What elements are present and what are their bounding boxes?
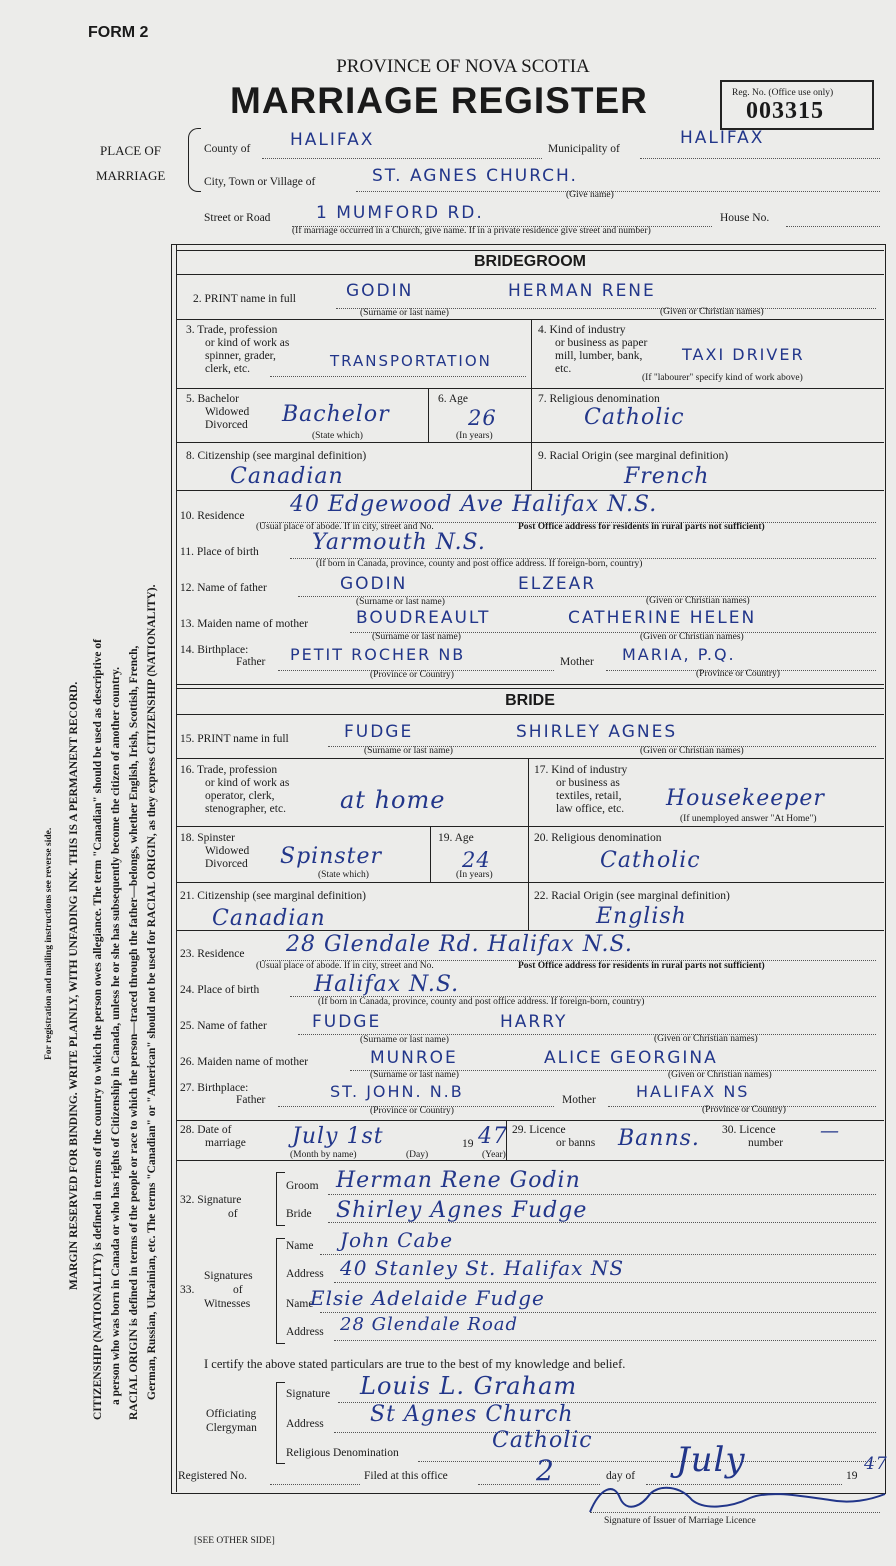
filed-day: 2 xyxy=(536,1454,555,1487)
f33-line-1: Signatures xyxy=(204,1270,253,1282)
day-of-label: day of xyxy=(606,1470,636,1482)
registration-box xyxy=(720,80,874,130)
bride-residence: 28 Glendale Rd. Halifax N.S. xyxy=(286,932,633,957)
f27-mother-caption: (Province or Country) xyxy=(702,1105,786,1115)
clergy-signature-label: Signature xyxy=(286,1388,331,1400)
f7-label: 7. Religious denomination xyxy=(538,393,660,405)
bride-racial: English xyxy=(596,904,687,929)
f11-note: (If born in Canada, province, county and post office address. If foreign-born, country) xyxy=(316,559,643,569)
f3-line-1: 3. Trade, profession xyxy=(186,324,278,336)
f9-label: 9. Racial Origin (see marginal definition) xyxy=(538,450,729,462)
footer-year: 47 xyxy=(864,1454,888,1474)
f10-note: (Usual place of abode. If in city, street and No. xyxy=(256,522,434,532)
licence-number: — xyxy=(820,1120,840,1142)
groom-age-caption: (In years) xyxy=(456,431,493,441)
f4-line-2: or business as paper xyxy=(555,337,648,349)
f4-line-4: etc. xyxy=(555,363,572,375)
officiating-label-1: Officiating xyxy=(206,1408,257,1420)
filed-month: July xyxy=(676,1440,746,1480)
bride-sig-label: Bride xyxy=(286,1208,312,1220)
bride-mother-birthplace: HALIFAX NS xyxy=(636,1082,750,1101)
day-caption: (Day) xyxy=(406,1150,429,1160)
witness-1-name: John Cabe xyxy=(340,1228,454,1252)
f12-given-caption: (Given or Christian names) xyxy=(646,596,750,606)
groom-mother-birthplace: MARIA, P.Q. xyxy=(622,645,736,664)
f26-label: 26. Maiden name of mother xyxy=(180,1056,309,1068)
f6-label: 6. Age xyxy=(438,393,469,405)
county-value: HALIFAX xyxy=(290,130,375,150)
witness-2-name: Elsie Adelaide Fudge xyxy=(310,1286,545,1310)
groom-citizenship: Canadian xyxy=(230,464,344,489)
bride-age: 24 xyxy=(462,848,491,872)
place-label-2: MARRIAGE xyxy=(96,168,166,183)
groom-father-given: ELZEAR xyxy=(518,574,597,594)
f23-note: (Usual place of abode. If in city, street and No. xyxy=(256,961,434,971)
bride-age-caption: (In years) xyxy=(456,870,493,880)
f17-line-2: or business as xyxy=(556,777,620,789)
f29-line-2: or banns xyxy=(556,1137,596,1149)
f8-label: 8. Citizenship (see marginal definition) xyxy=(186,450,367,462)
form-number: FORM 2 xyxy=(88,24,149,41)
f16-line-2: or kind of work as xyxy=(205,777,290,789)
f13-given-caption: (Given or Christian names) xyxy=(640,632,744,642)
city-label: City, Town or Village of xyxy=(204,176,316,188)
f17-line-3: textiles, retail, xyxy=(556,790,622,802)
bride-surname: FUDGE xyxy=(344,722,414,742)
issuer-signature xyxy=(580,1478,890,1518)
f28-line-2: marriage xyxy=(205,1137,246,1149)
groom-status: Bachelor xyxy=(282,402,390,427)
groom-given-caption: (Given or Christian names) xyxy=(660,307,764,317)
f14-mother-caption: (Province or Country) xyxy=(696,669,780,679)
bride-trade: at home xyxy=(340,786,446,814)
f5-line-3: Divorced xyxy=(205,419,248,431)
groom-age: 26 xyxy=(468,406,497,430)
margin-instruction: MARGIN RESERVED FOR BINDING. WRITE PLAINLY, WITH UNFADING INK. THIS IS A PERMANENT RECORD. xyxy=(68,681,80,1290)
groom-surname: GODIN xyxy=(346,281,414,301)
marriage-year-prefix: 19 xyxy=(462,1138,474,1150)
racial-definition-1: RACIAL ORIGIN is defined in terms of the people or race to which the person—traced through the father—belongs, whether English, Irish, Scottish, French, xyxy=(128,645,140,1420)
f13-surname-caption: (Surname or last name) xyxy=(372,632,461,642)
w2-address-label: Address xyxy=(286,1326,324,1338)
witness-1-address: 40 Stanley St. Halifax NS xyxy=(340,1256,625,1280)
f20-label: 20. Religious denomination xyxy=(534,832,662,844)
f10-note-bold: Post Office address for residents in rural parts not sufficient) xyxy=(518,522,765,532)
f30-line-1: 30. Licence xyxy=(722,1124,776,1136)
f10-label: 10. Residence xyxy=(180,510,245,522)
reg-number: 003315 xyxy=(746,98,824,124)
municipality-label: Municipality of xyxy=(548,143,620,155)
f25-given-caption: (Given or Christian names) xyxy=(654,1034,758,1044)
bride-given-caption: (Given or Christian names) xyxy=(640,746,744,756)
bride-name-label: 15. PRINT name in full xyxy=(180,733,289,745)
f26-surname-caption: (Surname or last name) xyxy=(370,1070,459,1080)
house-label: House No. xyxy=(720,212,770,224)
f33-line-3: Witnesses xyxy=(204,1298,251,1310)
f28-line-1: 28. Date of xyxy=(180,1124,232,1136)
month-caption: (Month by name) xyxy=(290,1150,357,1160)
f18-line-1: 18. Spinster xyxy=(180,832,235,844)
witness-brace xyxy=(276,1238,285,1344)
f22-label: 22. Racial Origin (see marginal definition) xyxy=(534,890,730,902)
f33-number: 33. xyxy=(180,1284,195,1296)
w1-name-label: Name xyxy=(286,1240,314,1252)
year-caption: (Year) xyxy=(482,1150,506,1160)
f5-line-2: Widowed xyxy=(205,406,250,418)
f32-line-2: of xyxy=(228,1208,238,1220)
clergy-address-label: Address xyxy=(286,1418,324,1430)
marriage-year: 47 xyxy=(478,1124,508,1149)
f29-line-1: 29. Licence xyxy=(512,1124,566,1136)
f27-label: 27. Birthplace: xyxy=(180,1082,249,1094)
groom-racial: French xyxy=(624,464,710,489)
f17-note: (If unemployed answer "At Home") xyxy=(680,814,817,824)
bride-heading: BRIDE xyxy=(505,692,555,709)
county-label: County of xyxy=(204,143,251,155)
bride-citizenship: Canadian xyxy=(212,906,326,931)
issuer-caption: Signature of Issuer of Marriage Licence xyxy=(604,1516,756,1526)
witness-2-address: 28 Glendale Road xyxy=(340,1314,519,1335)
groom-signature: Herman Rene Godin xyxy=(336,1168,581,1193)
f25-label: 25. Name of father xyxy=(180,1020,267,1032)
bride-father-birthplace: ST. JOHN. N.B xyxy=(330,1082,464,1101)
f12-surname-caption: (Surname or last name) xyxy=(356,597,445,607)
bride-father-given: HARRY xyxy=(500,1012,568,1032)
bride-given: SHIRLEY AGNES xyxy=(516,722,678,742)
clergy-address: St Agnes Church xyxy=(370,1402,574,1427)
place-brace xyxy=(188,128,201,192)
groom-trade: TRANSPORTATION xyxy=(330,352,492,370)
f19-label: 19. Age xyxy=(438,832,474,844)
f16-line-1: 16. Trade, profession xyxy=(180,764,278,776)
racial-definition-2: German, Russian, Ukrainian, etc. The terms "Canadian" or "American" should not be used for RACIAL ORIGIN, as they express CITIZENSHIP (NATIONALITY). xyxy=(146,584,158,1400)
groom-father-birthplace: PETIT ROCHER NB xyxy=(290,645,466,664)
groom-birthplace: Yarmouth N.S. xyxy=(312,530,486,555)
f27-father-label: Father xyxy=(236,1094,266,1106)
f4-line-3: mill, lumber, bank, xyxy=(555,350,643,362)
bride-father-surname: FUDGE xyxy=(312,1012,382,1032)
f27-father-caption: (Province or Country) xyxy=(370,1106,454,1116)
f18-line-3: Divorced xyxy=(205,858,248,870)
f24-label: 24. Place of birth xyxy=(180,984,260,996)
f3-line-4: clerk, etc. xyxy=(205,363,251,375)
province-heading: PROVINCE OF NOVA SCOTIA xyxy=(336,56,590,77)
street-note: (If marriage occurred in a Church, give name. If in a private residence give street and number) xyxy=(292,226,651,236)
f12-label: 12. Name of father xyxy=(180,582,267,594)
f14-mother-label: Mother xyxy=(560,656,594,668)
filed-label: Filed at this office xyxy=(364,1470,448,1482)
f25-surname-caption: (Surname or last name) xyxy=(360,1035,449,1045)
bride-surname-caption: (Surname or last name) xyxy=(364,746,453,756)
reg-label: Reg. No. (Office use only) xyxy=(732,88,834,98)
f16-line-3: operator, clerk, xyxy=(205,790,275,802)
f11-label: 11. Place of birth xyxy=(180,546,259,558)
page-title: MARRIAGE REGISTER xyxy=(230,80,648,121)
f32-line-1: 32. Signature xyxy=(180,1194,242,1206)
f33-line-2: of xyxy=(233,1284,243,1296)
groom-mother-surname: BOUDREAULT xyxy=(356,608,491,628)
citizenship-definition-2: a person who was born in Canada or who has rights of Citizenship in Canada, unless he or she has subsequently become the citizen of another country. xyxy=(110,666,122,1405)
f27-mother-label: Mother xyxy=(562,1094,596,1106)
officiating-label-2: Clergyman xyxy=(206,1422,257,1434)
f30-line-2: number xyxy=(748,1137,784,1149)
f4-note: (If "labourer" specify kind of work above) xyxy=(642,373,803,383)
f3-line-2: or kind of work as xyxy=(205,337,290,349)
f23-label: 23. Residence xyxy=(180,948,245,960)
w2-name-label: Name xyxy=(286,1298,314,1310)
groom-given: HERMAN RENE xyxy=(508,281,656,301)
registered-no-label: Registered No. xyxy=(178,1470,247,1482)
groom-religion: Catholic xyxy=(584,405,685,430)
f26-given-caption: (Given or Christian names) xyxy=(668,1070,772,1080)
f14-label: 14. Birthplace: xyxy=(180,644,249,656)
banns-value: Banns. xyxy=(618,1126,700,1151)
f17-line-1: 17. Kind of industry xyxy=(534,764,628,776)
groom-father-surname: GODIN xyxy=(340,574,408,594)
signature-brace xyxy=(276,1172,285,1226)
certify-text: I certify the above stated particulars are true to the best of my knowledge and belief. xyxy=(204,1357,626,1371)
f13-label: 13. Maiden name of mother xyxy=(180,618,309,630)
street-value: 1 MUMFORD RD. xyxy=(316,203,484,223)
groom-sig-label: Groom xyxy=(286,1180,319,1192)
f14-father-label: Father xyxy=(236,656,266,668)
clergy-brace xyxy=(276,1382,285,1464)
footer-year-prefix: 19 xyxy=(846,1470,858,1482)
f18-line-2: Widowed xyxy=(205,845,250,857)
groom-mother-given: CATHERINE HELEN xyxy=(568,608,757,628)
f14-father-caption: (Province or Country) xyxy=(370,670,454,680)
bride-state-caption: (State which) xyxy=(318,870,369,880)
f21-label: 21. Citizenship (see marginal definition) xyxy=(180,890,366,902)
give-name-caption: (Give name) xyxy=(566,190,614,200)
bride-industry: Housekeeper xyxy=(666,786,825,811)
municipality-value: HALIFAX xyxy=(680,128,765,148)
groom-state-caption: (State which) xyxy=(312,431,363,441)
bride-signature: Shirley Agnes Fudge xyxy=(336,1198,588,1223)
place-label-1: PLACE OF xyxy=(100,143,162,158)
groom-residence: 40 Edgewood Ave Halifax N.S. xyxy=(290,492,658,517)
f3-line-3: spinner, grader, xyxy=(205,350,276,362)
groom-name-label: 2. PRINT name in full xyxy=(193,293,296,305)
bride-mother-given: ALICE GEORGINA xyxy=(544,1048,718,1068)
f5-line-1: 5. Bachelor xyxy=(186,393,240,405)
f24-note: (If born in Canada, province, county and post office address. If foreign-born, country) xyxy=(318,997,645,1007)
groom-surname-caption: (Surname or last name) xyxy=(360,308,449,318)
margin-instruction-reverse: For registration and mailing instructions see reverse side. xyxy=(44,827,54,1060)
bride-birthplace: Halifax N.S. xyxy=(314,972,460,997)
citizenship-definition-1: CITIZENSHIP (NATIONALITY) is defined in terms of the country to which the person owes allegiance. The term "Canadian" should be used as descriptive of xyxy=(92,639,104,1420)
groom-industry: TAXI DRIVER xyxy=(682,345,805,364)
religious-denomination-label: Religious Denomination xyxy=(286,1447,399,1459)
bride-status: Spinster xyxy=(280,844,383,869)
clergy-denomination: Catholic xyxy=(492,1428,593,1453)
marriage-date: July 1st xyxy=(292,1124,384,1149)
w1-address-label: Address xyxy=(286,1268,324,1280)
street-label: Street or Road xyxy=(204,212,271,224)
f17-line-4: law office, etc. xyxy=(556,803,625,815)
f16-line-4: stenographer, etc. xyxy=(205,803,286,815)
f4-line-1: 4. Kind of industry xyxy=(538,324,626,336)
city-value: ST. AGNES CHURCH. xyxy=(372,166,578,186)
clergy-signature: Louis L. Graham xyxy=(360,1372,578,1400)
f23-note-bold: Post Office address for residents in rural parts not sufficient) xyxy=(518,961,765,971)
see-other-side: [SEE OTHER SIDE] xyxy=(194,1536,275,1546)
bride-mother-surname: MUNROE xyxy=(370,1048,458,1068)
bride-religion: Catholic xyxy=(600,848,701,873)
groom-heading: BRIDEGROOM xyxy=(474,253,586,270)
